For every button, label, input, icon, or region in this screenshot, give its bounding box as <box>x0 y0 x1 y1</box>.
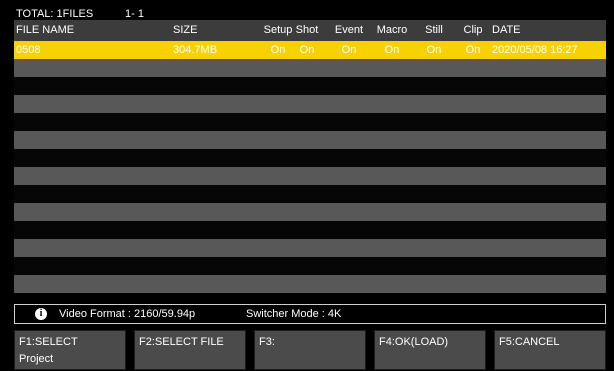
status-bar <box>14 304 606 324</box>
table-row-empty[interactable] <box>14 77 606 95</box>
still-cell: On <box>426 44 442 56</box>
table-row-empty[interactable] <box>14 239 606 257</box>
column-header-file-name: FILE NAME <box>16 24 75 36</box>
table-row-empty[interactable] <box>14 167 606 185</box>
f2-select-file-button[interactable] <box>134 330 246 370</box>
f1-label: F1:SELECT <box>19 336 78 348</box>
page-indicator: 1- 1 <box>125 8 144 20</box>
table-row-empty[interactable] <box>14 149 606 167</box>
f5-cancel-button[interactable] <box>494 330 606 370</box>
file-list-table <box>14 20 606 296</box>
column-header-size: SIZE <box>173 24 198 36</box>
table-row-empty[interactable] <box>14 131 606 149</box>
column-header-setup: Setup <box>263 24 293 36</box>
clip-cell: On <box>465 44 481 56</box>
file-size-cell: 304.7MB <box>173 44 218 56</box>
f3-label: F3: <box>259 336 275 348</box>
column-header-date: DATE <box>492 24 521 36</box>
table-row-empty[interactable] <box>14 185 606 203</box>
f1-sub-label: Project <box>19 353 54 365</box>
table-row-empty[interactable] <box>14 257 606 275</box>
f5-label: F5:CANCEL <box>499 336 560 348</box>
macro-cell: On <box>384 44 400 56</box>
table-header <box>14 20 606 41</box>
total-files-label: TOTAL: 1FILES <box>16 8 94 20</box>
f1-select-button[interactable] <box>14 330 126 370</box>
table-row-empty[interactable] <box>14 203 606 221</box>
column-header-shot: Shot <box>295 24 319 36</box>
f4-label: F4:OK(LOAD) <box>379 336 449 348</box>
info-icon: i <box>35 308 47 320</box>
video-format-label: Video Format : 2160/59.94p <box>59 308 196 320</box>
table-row-empty[interactable] <box>14 221 606 239</box>
shot-cell: On <box>299 44 315 56</box>
file-count-bar <box>14 8 606 20</box>
file-name-cell: 0508 <box>16 44 41 56</box>
column-header-event: Event <box>334 24 364 36</box>
table-row-empty[interactable] <box>14 275 606 293</box>
switcher-mode-label: Switcher Mode : 4K <box>246 308 342 320</box>
event-cell: On <box>341 44 357 56</box>
f2-label: F2:SELECT FILE <box>139 336 224 348</box>
date-cell: 2020/05/08 16:27 <box>492 44 578 56</box>
column-header-clip: Clip <box>463 24 483 36</box>
column-header-still: Still <box>425 24 443 36</box>
f4-ok-load-button[interactable] <box>374 330 486 370</box>
column-header-macro: Macro <box>376 24 408 36</box>
table-row-empty[interactable] <box>14 95 606 113</box>
table-row-empty[interactable] <box>14 59 606 77</box>
setup-cell: On <box>270 44 286 56</box>
table-row-empty[interactable] <box>14 113 606 131</box>
f3-button[interactable] <box>254 330 366 370</box>
table-row-selected[interactable] <box>14 41 606 59</box>
function-key-bar <box>14 330 608 370</box>
